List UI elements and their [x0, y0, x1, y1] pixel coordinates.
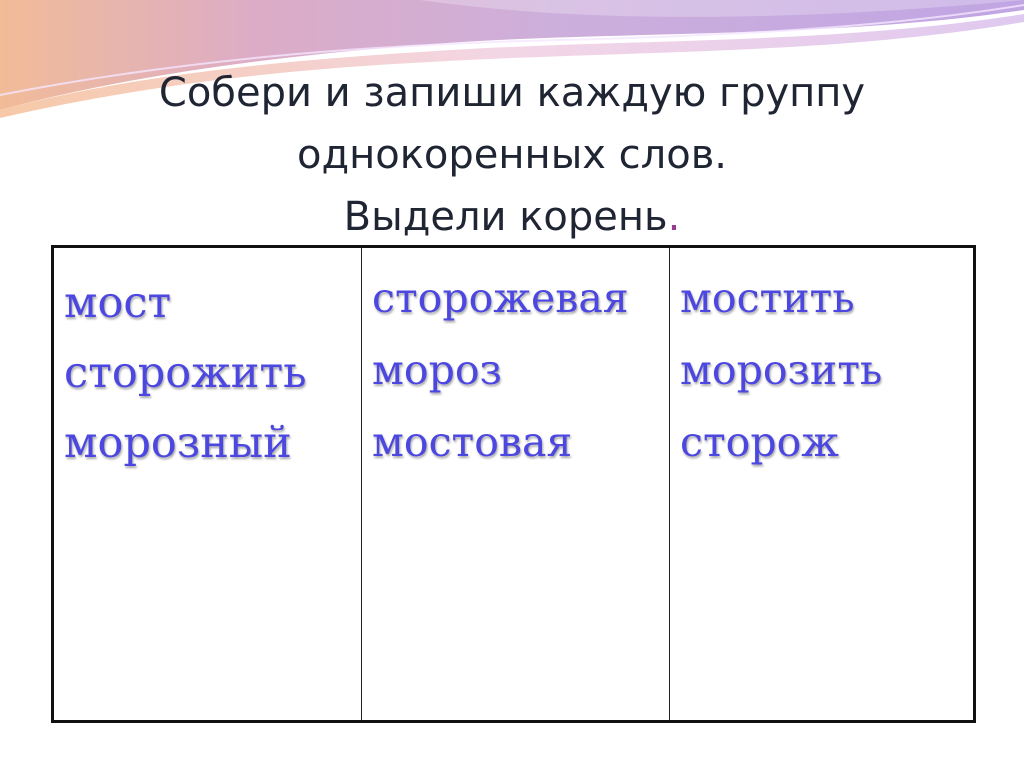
table-column-3	[669, 248, 973, 720]
slide-title	[0, 62, 1024, 248]
title-line-1: Собери и запиши каждую группу	[158, 70, 866, 116]
table-column-2	[361, 248, 669, 720]
word-cell: морозный	[64, 418, 292, 468]
word-cell: сторож	[680, 418, 839, 466]
word-cell: морозить	[680, 346, 883, 394]
word-cell: мост	[64, 278, 172, 328]
word-cell: сторожить	[64, 348, 307, 398]
title-line-3	[0, 186, 1024, 248]
word-cell: сторожевая	[372, 274, 629, 322]
title-end-mark: .	[667, 194, 681, 240]
word-cell: мороз	[372, 346, 502, 394]
word-cell: мостовая	[372, 418, 573, 466]
title-line-2: однокоренных слов.	[297, 132, 727, 178]
table-column-1	[54, 248, 361, 720]
title-line-3-text: Выдели корень	[343, 194, 668, 240]
words-table	[51, 245, 976, 723]
word-cell: мостить	[680, 274, 855, 322]
